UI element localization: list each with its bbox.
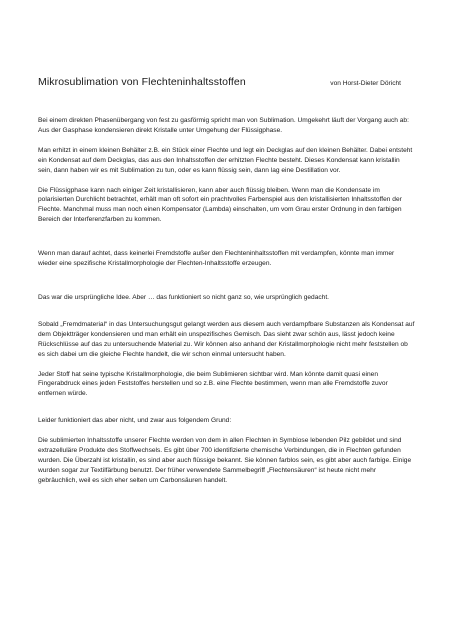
paragraph-lichen-compounds: Die sublimierten Inhaltsstoffe unserer Flechte werden von dem in allen Flechten in Symbiose lebenden Pilz gebildet und sind extrazelluläre Produkte des Stoffwechsels. Es gibt über 700 identifizierte chemische Verbindungen, die in Flechten gefunden wurden. Die Überzahl ist kristallin, es sind aber auch flüssige bekannt. Sie können farblos sein, es gibt aber auch farbige. Einige wurden sogar zur Textilfärbung benutzt. Der früher verwendete Sammelbegriff „Flechtensäuren“ ist heute nicht mehr gebräuchlich, weil es sich eher selten um Carbonsäuren handelt. xyxy=(38,437,412,484)
paragraph-original-idea: Das war die ursprüngliche Idee. Aber … das funktioniert so nicht ganz so, wie ursprünglich gedacht. xyxy=(38,293,330,301)
paragraph-foreign-material: Sobald „Fremdmaterial“ in das Untersuchungsgut gelangt werden aus diesem auch verdampfbare Substanzen als Kondensat auf dem Objektträger kondensieren und man erhält ein unspezifisches Gemisch. Das sieht zwar schön aus, lässt jedoch keine Rückschlüsse auf das zu untersuchende Material zu. Wir können also anhand der Kristallmorphologie nicht mehr feststellen ob es sich dabei um die gleiche Flechte handelt, die wir schon einmal untersucht haben. xyxy=(38,320,415,358)
paragraph-sublimation-definition: Bei einem direkten Phasenübergang von fest zu gasförmig spricht man von Sublimation. Umgekehrt läuft der Vorgang auch ab: Aus der Gasphase kondensieren direkt Kristalle unter Umgehung der Flüssigphase. xyxy=(38,117,409,134)
document-author: von Horst-Dieter Döricht xyxy=(330,80,401,87)
document-header xyxy=(38,76,415,88)
paragraph-polarized-light: Die Flüssigphase kann nach einiger Zeit kristallisieren, kann aber auch flüssig bleiben. Wenn man die Kondensate im polarisierten Durchlicht betrachtet, erhält man oft sofort ein prachtvolles Farbenspiel aus den kristallisierten Inhaltsstoffen der Flechte. Manchmal muss man noch einen Kompensator (Lambda) einschalten, um vom Grau erster Ordnung in den farbigen Bereich der Interferenzfarben zu kommen. xyxy=(38,186,402,224)
paragraph-heating-method: Man erhitzt in einem kleinen Behälter z.B. ein Stück einer Flechte und legt ein Deckglas auf den kleinen Behälter. Dabei entsteht ein Kondensat auf dem Deckglas, das aus den Inhaltsstoffen der erhitzten Flechte besteht. Dieses Kondensat kann kristallin sein, dann haben wir es mit Sublimation zu tun, oder es kann flüssig sein, dann lag eine Destillation vor. xyxy=(38,146,413,174)
paragraph-foreign-substances: Wenn man darauf achtet, dass keinerlei Fremdstoffe außer den Flechteninhaltsstoffen mit verdampfen, könnte man immer wieder eine spezifische Kristallmorphologie der Flechten-Inhaltsstoffe erzeugen. xyxy=(38,250,395,268)
document-title: Mikrosublimation von Flechteninhaltsstoffen xyxy=(38,76,246,88)
paragraph-crystal-morphology: Jeder Stoff hat seine typische Kristallmorphologie, die beim Sublimieren sichtbar wird. Man könnte damit quasi einen Fingerabdruck eines jeden Feststoffes herstellen und so z.B. eine Flechte bestimmen, wenn man alle Fremdstoffe zuvor entfernen würde. xyxy=(38,370,388,398)
paragraph-reason-intro: Leider funktioniert das aber nicht, und zwar aus folgendem Grund: xyxy=(38,417,232,425)
